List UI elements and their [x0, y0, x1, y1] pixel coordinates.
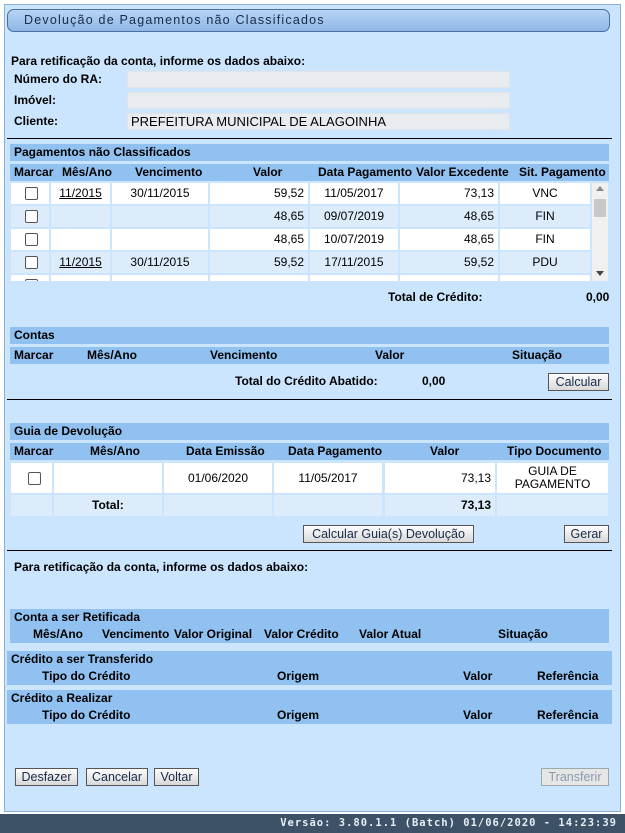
col-referencia: Referência: [537, 708, 599, 722]
total-credito-value: 0,00: [586, 290, 610, 304]
conta-retificada-title: Conta a ser Retificada: [10, 609, 609, 626]
ra-label: Número do RA:: [14, 72, 102, 86]
divider: [7, 399, 612, 400]
total-cell: [274, 495, 382, 516]
row-vencimento: 30/11/2015: [112, 252, 208, 273]
row-check-cell: [11, 252, 49, 273]
desfazer-button[interactable]: Desfazer: [15, 768, 78, 786]
cliente-field[interactable]: PREFEITURA MUNICIPAL DE ALAGOINHA: [127, 113, 510, 130]
total-abatido-label: Total do Crédito Abatido:: [235, 374, 378, 388]
row-mesano[interactable]: [51, 252, 110, 273]
row-mesano: [51, 206, 110, 227]
voltar-button[interactable]: Voltar: [154, 768, 199, 786]
col-tipo-credito: Tipo do Crédito: [42, 708, 131, 722]
col-marcar: Marcar: [14, 348, 54, 362]
row-sit: VNC: [500, 183, 590, 204]
row-cell: [500, 275, 590, 281]
table-row[interactable]: [10, 205, 591, 228]
total-cell: [497, 495, 608, 516]
row-valor: 59,52: [210, 252, 308, 273]
row-tipo: GUIA DE PAGAMENTO: [497, 463, 608, 493]
col-vencimento: Vencimento: [102, 627, 170, 641]
row-check-cell: [11, 229, 49, 250]
conta-retificada-header: [10, 626, 609, 643]
credito-transferido-header: [7, 668, 612, 685]
table-row[interactable]: [10, 251, 591, 274]
scroll-down-icon[interactable]: [596, 271, 604, 276]
col-valor-original: Valor Original: [174, 627, 253, 641]
table-scrollbar[interactable]: [592, 183, 608, 281]
row-checkbox[interactable]: [25, 256, 38, 269]
col-referencia: Referência: [537, 669, 599, 683]
col-vencimento: Vencimento: [135, 165, 203, 179]
total-abatido-value: 0,00: [422, 374, 446, 388]
col-data-emissao: Data Emissão: [186, 444, 265, 458]
gerar-button[interactable]: Gerar: [564, 525, 609, 543]
credito-realizar-title: Crédito a Realizar: [7, 690, 612, 707]
col-valor: Valor: [463, 708, 493, 722]
col-marcar: Marcar: [14, 444, 54, 458]
row-data: 17/11/2015: [310, 252, 398, 273]
row-pagamento: 11/05/2017: [274, 463, 382, 493]
imovel-label: Imóvel:: [14, 93, 57, 107]
col-valor-atual: Valor Atual: [359, 627, 422, 641]
col-data-pagamento: Data Pagamento: [288, 444, 383, 458]
col-situacao: Situação: [498, 627, 549, 641]
imovel-field[interactable]: [127, 92, 510, 109]
pagamentos-section-title: Pagamentos não Classificados: [10, 144, 609, 161]
ra-field[interactable]: [127, 71, 510, 88]
row-valor: 59,52: [210, 183, 308, 204]
col-origem: Origem: [277, 708, 320, 722]
col-valor-credito: Valor Crédito: [264, 627, 339, 641]
row-mesano: [51, 229, 110, 250]
guia-header: [10, 443, 609, 460]
row-cell: [310, 275, 398, 281]
intro-text: Para retificação da conta, informe os dados abaixo:: [11, 54, 306, 68]
guia-total-row: [10, 494, 609, 517]
row-data: 09/07/2019: [310, 206, 398, 227]
row-sit: PDU: [500, 252, 590, 273]
col-tipo-credito: Tipo do Crédito: [42, 669, 131, 683]
contas-header: [10, 347, 609, 364]
scroll-up-icon[interactable]: [596, 186, 604, 191]
row-vencimento: 30/11/2015: [112, 183, 208, 204]
credito-realizar-header: [7, 707, 612, 724]
row-check-cell: [11, 206, 49, 227]
col-origem: Origem: [277, 669, 320, 683]
transferir-button[interactable]: Transferir: [541, 768, 609, 786]
retificacao-text: Para retificação da conta, informe os dados abaixo:: [14, 560, 309, 574]
table-row[interactable]: [10, 182, 591, 205]
total-credito-label: Total de Crédito:: [388, 290, 483, 304]
row-mesano[interactable]: [51, 183, 110, 204]
total-cell: [11, 495, 52, 516]
total-cell: [164, 495, 272, 516]
col-marcar: Marcar: [14, 165, 54, 179]
row-cell: [51, 275, 110, 281]
row-vencimento: [112, 229, 208, 250]
row-checkbox[interactable]: [25, 210, 38, 223]
row-excedente: 59,52: [400, 252, 498, 273]
table-row-partial: [10, 274, 591, 281]
guia-total-value: 73,13: [385, 495, 495, 516]
row-checkbox[interactable]: [25, 187, 38, 200]
col-valor-excedente: Valor Excedente: [416, 165, 509, 179]
pagamentos-header: [10, 164, 609, 181]
guia-section-title: Guia de Devolução: [10, 423, 609, 440]
divider: [7, 550, 612, 551]
col-valor: Valor: [430, 444, 460, 458]
row-check-cell: [11, 463, 52, 493]
row-sit: FIN: [500, 206, 590, 227]
mesano-link[interactable]: 11/2015: [59, 186, 102, 200]
calcular-guia-button[interactable]: Calcular Guia(s) Devolução: [303, 525, 474, 543]
row-cell: [112, 275, 208, 281]
row-cell: [400, 275, 498, 281]
col-mesano: Mês/Ano: [33, 627, 84, 641]
row-sit: FIN: [500, 229, 590, 250]
col-tipo-documento: Tipo Documento: [507, 444, 602, 458]
row-check-cell: [11, 183, 49, 204]
row-emissao: 01/06/2020: [164, 463, 272, 493]
row-cell: [210, 275, 308, 281]
row-excedente: 73,13: [400, 183, 498, 204]
credito-transferido-title: Crédito a ser Transferido: [7, 651, 612, 668]
col-valor: Valor: [375, 348, 405, 362]
row-excedente: 48,65: [400, 206, 498, 227]
page-title: Devolução de Pagamentos não Classificados: [7, 9, 610, 32]
col-mesano: Mês/Ano: [87, 348, 138, 362]
divider: [7, 138, 612, 139]
row-mesano: [54, 463, 162, 493]
col-vencimento: Vencimento: [210, 348, 278, 362]
guia-row[interactable]: [10, 462, 609, 494]
version-footer: Versão: 3.80.1.1 (Batch) 01/06/2020 - 14:23:39: [0, 814, 625, 833]
row-checkbox[interactable]: [28, 472, 41, 485]
cancelar-button[interactable]: Cancelar: [86, 768, 148, 786]
cliente-label: Cliente:: [14, 114, 59, 128]
mesano-link[interactable]: 11/2015: [59, 255, 102, 269]
row-valor: 73,13: [385, 463, 495, 493]
row-checkbox[interactable]: [25, 279, 38, 281]
col-data-pagamento: Data Pagamento: [318, 165, 413, 179]
row-valor: 48,65: [210, 206, 308, 227]
guia-total-label: Total:: [54, 495, 162, 516]
col-situacao: Situação: [512, 348, 563, 362]
col-mesano: Mês/Ano: [90, 444, 141, 458]
row-excedente: 48,65: [400, 229, 498, 250]
col-mesano: Mês/Ano: [62, 165, 113, 179]
col-valor: Valor: [463, 669, 493, 683]
col-valor: Valor: [253, 165, 283, 179]
table-row[interactable]: [10, 228, 591, 251]
row-data: 11/05/2017: [310, 183, 398, 204]
row-check-cell: [11, 275, 49, 281]
row-checkbox[interactable]: [25, 233, 38, 246]
row-vencimento: [112, 206, 208, 227]
calcular-button[interactable]: Calcular: [548, 373, 609, 391]
contas-section-title: Contas: [10, 327, 609, 344]
row-data: 10/07/2019: [310, 229, 398, 250]
col-sit-pagamento: Sit. Pagamento: [519, 165, 606, 179]
row-valor: 48,65: [210, 229, 308, 250]
scroll-thumb[interactable]: [594, 199, 606, 217]
